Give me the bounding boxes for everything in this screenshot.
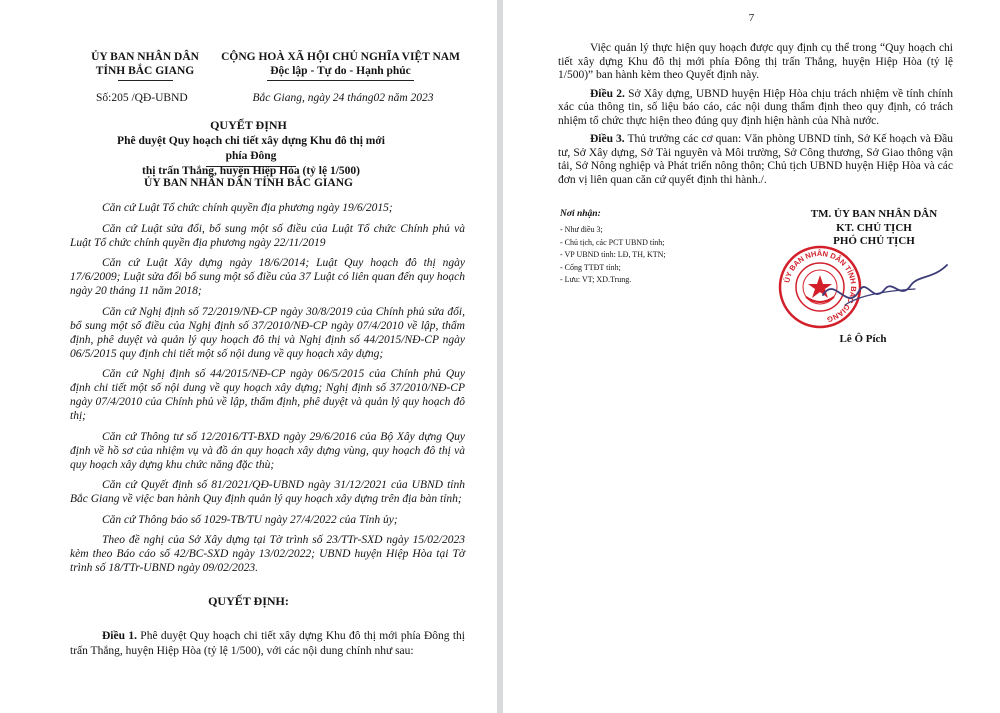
- national-motto: [218, 50, 463, 78]
- divider: [267, 80, 414, 81]
- issuing-authority-line1: ỦY BAN NHÂN DÂN: [91, 51, 199, 63]
- document-subtitle: [110, 134, 392, 179]
- recipient-item: - VP UBND tỉnh: LĐ, TH, KTN;: [560, 250, 666, 259]
- article-2: [558, 88, 953, 129]
- closing-articles: [558, 42, 953, 192]
- document-number: Số:205 /QĐ-UBND: [96, 92, 188, 104]
- authority-heading: ỦY BAN NHÂN DÂN TỈNH BẮC GIANG: [144, 177, 353, 189]
- subtitle-line1: Phê duyệt Quy hoạch chi tiết xây dựng Khu đô thị mới phía Đông: [117, 135, 385, 162]
- signature-line3: PHÓ CHỦ TỊCH: [833, 235, 915, 247]
- recipient-item: - Như điều 3;: [560, 225, 603, 234]
- basis-item: Căn cứ Thông tư số 12/2016/TT-BXD ngày 29/6/2016 của Bộ Xây dựng Quy định về hồ sơ của nhiệm vụ và đồ án quy hoạch xây dựng vùng, quy hoạch đô thị và quy hoạch xây dựng khu chức năng đặc thù;: [70, 430, 465, 471]
- article-1-label: Điều 1.: [102, 630, 137, 642]
- motto: Độc lập - Tự do - Hạnh phúc: [270, 65, 411, 77]
- issuing-authority-line2: TỈNH BẮC GIANG: [95, 65, 195, 77]
- recipients-title: Nơi nhận:: [560, 209, 601, 219]
- seal-text: ỦY BAN NHÂN DÂN TỈNH BẮC GIANG: [782, 248, 859, 325]
- basis-item: Căn cứ Quyết định số 81/2021/QĐ-UBND ngày 31/12/2021 của UBND tỉnh Bắc Giang về việc ban hành Quy định quản lý quy hoạch xây dựng trên địa bàn tỉnh;: [70, 479, 465, 505]
- recipient-item: - Chủ tịch, các PCT UBND tỉnh;: [560, 237, 665, 247]
- divider: [118, 80, 173, 81]
- recipient-item: - Cổng TTĐT tỉnh;: [560, 262, 621, 272]
- article-1: [70, 629, 465, 659]
- signer-name: Lê Ô Pích: [839, 333, 887, 345]
- nation-name: CỘNG HOÀ XÃ HỘI CHỦ NGHĨA VIỆT NAM: [221, 51, 460, 63]
- handwritten-signature: [815, 255, 955, 330]
- signature-line1: TM. ỦY BAN NHÂN DÂN: [810, 208, 938, 220]
- basis-item: Căn cứ Luật sửa đổi, bổ sung một số điều của Luật Tổ chức Chính phủ và Luật Tổ chức chính quyền địa phương ngày 22/11/2019: [70, 222, 465, 249]
- basis-item: Căn cứ Luật Xây dựng ngày 18/6/2014; Luật Quy hoạch đô thị ngày 17/6/2009; Luật sửa đổi bổ sung một số điều của 37 Luật có liên quan đến quy hoạch ngày 20 tháng 11 năm 2018;: [70, 257, 465, 297]
- recipients-list: [560, 224, 666, 287]
- divider: [206, 166, 296, 167]
- issue-date: Bắc Giang, ngày 24 tháng02 năm 2023: [252, 92, 434, 104]
- article-3: [558, 133, 953, 187]
- basis-item: Theo đề nghị của Sở Xây dựng tại Tờ trình số 23/TTr-SXD ngày 15/02/2023 kèm theo Báo cáo số 42/BC-SXD ngày 13/02/2022; UBND huyện Hiệp Hòa tại Tờ trình số 18/TTr-UBND ngày 09/02/2023.: [70, 534, 465, 574]
- page-number: 7: [748, 12, 755, 24]
- subtitle-line2: thị trấn Thắng, huyện Hiệp Hòa (tỷ lệ 1/500): [142, 165, 360, 177]
- document-page-right: [503, 0, 1000, 713]
- document-title: QUYẾT ĐỊNH: [210, 118, 287, 132]
- decision-heading: QUYẾT ĐỊNH:: [208, 594, 289, 608]
- article-3-text: Thủ trưởng các cơ quan: Văn phòng UBND tỉnh, Sở Kế hoạch và Đầu tư, Sở Xây dựng, Sở Tài nguyên và Môi trường, Sở Công thương, Sở Giao thông vận tải, Sở Nông nghiệp và Phát triển nông thôn; Chủ tịch UBND huyện Hiệp Hòa và các đơn vị liên quan căn cứ quyết định thi hành./.: [558, 133, 954, 186]
- article-2-text: Sở Xây dựng, UBND huyện Hiệp Hòa chịu trách nhiệm về tính chính xác của thông tin, số liệu báo cáo, các nội dung thẩm định theo quy định, có trách nhiệm tổ chức thực hiện theo đúng quy định hiện hành của Nhà nước.: [558, 87, 953, 127]
- basis-item: Căn cứ Nghị định số 44/2015/NĐ-CP ngày 06/5/2015 của Chính phủ Quy định chi tiết một số nội dung về quy hoạch xây dựng; Nghị định số 37/2010/NĐ-CP ngày 07/4/2010 của Chính phủ về lập, thẩm định, phê duyệt và quản lý quy hoạch đô thị;: [70, 368, 465, 422]
- document-page-left: [0, 0, 497, 713]
- article-2-label: Điều 2.: [590, 87, 625, 100]
- article-3-label: Điều 3.: [590, 133, 625, 145]
- signature-stroke: [823, 265, 947, 298]
- basis-item: Căn cứ Nghị định số 72/2019/NĐ-CP ngày 30/8/2019 của Chính phủ sửa đổi, bổ sung một số điều của Nghị định số 37/2010/NĐ-CP ngày 07/4/2010 về lập, thẩm định, phê duyệt và quản lý quy hoạch đô thị và Nghị định số 44/2015/NĐ-CP ngày 06/5/2015 quy định chi tiết một số nội dung về quy hoạch xây dựng;: [70, 305, 465, 360]
- basis-item: Căn cứ Thông báo số 1029-TB/TU ngày 27/4/2022 của Tỉnh ủy;: [102, 513, 398, 526]
- legal-basis-list: [70, 201, 465, 582]
- signature-line2: KT. CHỦ TỊCH: [836, 221, 912, 234]
- recipient-item: - Lưu: VT; XD.Trung.: [560, 275, 632, 284]
- article-1-text: Phê duyệt Quy hoạch chi tiết xây dựng Khu đô thị mới phía Đông thị trấn Thắng, huyện Hiệp Hòa (tỷ lệ 1/500), với các nội dung chính như sau:: [70, 630, 465, 657]
- basis-item: Căn cứ Luật Tổ chức chính quyền địa phương ngày 19/6/2015;: [102, 202, 393, 214]
- intro-paragraph: Việc quản lý thực hiện quy hoạch được quy định cụ thể trong “Quy hoạch chi tiết xây dựng Khu đô thị mới phía Đông thị trấn Thắng, huyện Hiệp Hòa (tỷ lệ 1/500)” ban hành kèm theo Quyết định này.: [558, 42, 953, 81]
- issuing-authority: [80, 50, 210, 78]
- signature-block: [771, 208, 977, 249]
